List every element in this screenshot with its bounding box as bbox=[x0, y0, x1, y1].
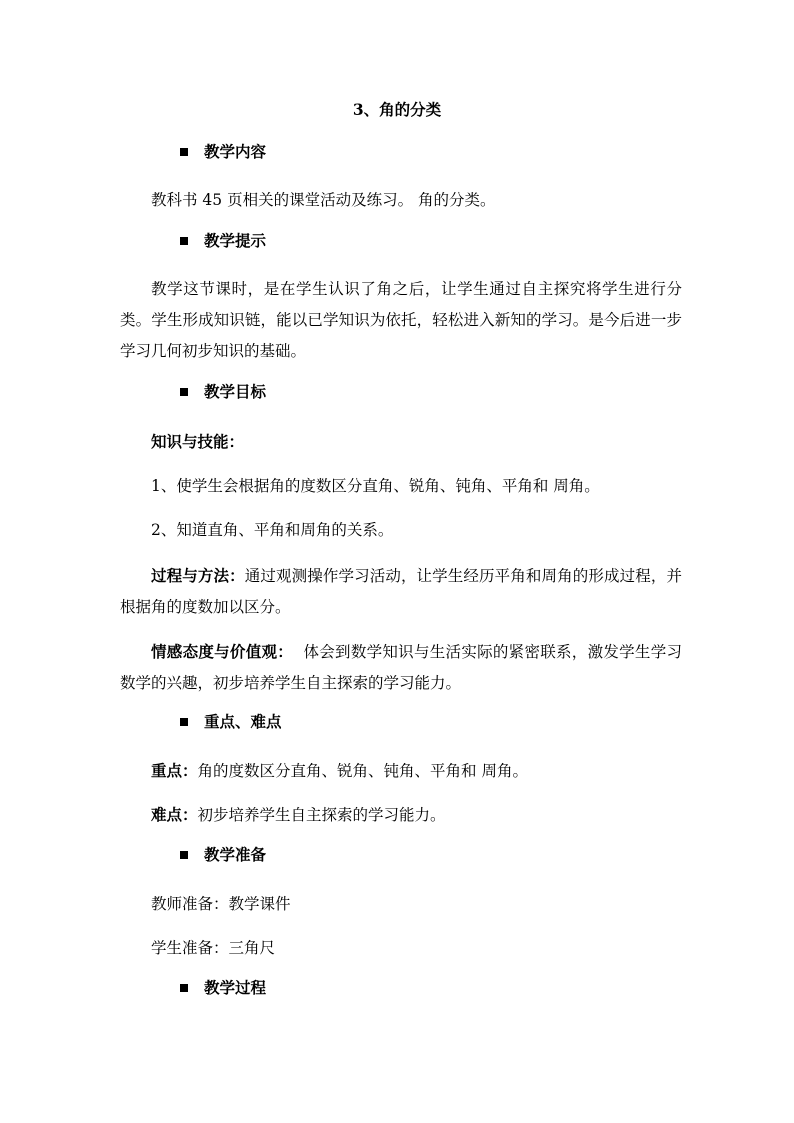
emotion-text: 体会到数学知识与生活实际的紧密联系，激发学生学习数学的兴趣，初步培养学生自主探索的学习能力。 bbox=[120, 643, 682, 692]
knowledge-label: 知识与技能： bbox=[151, 432, 245, 451]
section-heading-content bbox=[180, 140, 266, 164]
difficult-point-label: 难点： bbox=[151, 805, 198, 824]
difficult-point-line bbox=[151, 803, 446, 827]
section-heading-key-points bbox=[180, 710, 282, 734]
section-heading-label: 教学过程 bbox=[204, 978, 267, 997]
content-text: 教科书 45 页相关的课堂活动及练习。 角的分类。 bbox=[151, 191, 496, 209]
teacher-preparation: 教师准备：教学课件 bbox=[151, 895, 291, 913]
section-heading-label: 教学提示 bbox=[204, 231, 267, 250]
bullet-square-icon bbox=[180, 984, 188, 992]
bullet-square-icon bbox=[180, 237, 188, 245]
bullet-square-icon bbox=[180, 718, 188, 726]
difficult-point-text: 初步培养学生自主探索的学习能力。 bbox=[197, 806, 446, 824]
bullet-square-icon bbox=[180, 851, 188, 859]
bullet-square-icon bbox=[180, 148, 188, 156]
section-heading-preparation bbox=[180, 843, 266, 867]
emotion-paragraph bbox=[120, 636, 682, 699]
section-heading-label: 教学目标 bbox=[204, 382, 267, 401]
bullet-square-icon bbox=[180, 388, 188, 396]
goal-item-2: 2、知道直角、平角和周角的关系。 bbox=[151, 521, 394, 539]
section-heading-tips bbox=[180, 229, 266, 253]
process-method-text: 通过观测操作学习活动，让学生经历平角和周角的形成过程，并根据角的度数加以区分。 bbox=[120, 567, 682, 616]
key-point-text: 角的度数区分直角、锐角、钝角、平角和 周角。 bbox=[197, 762, 528, 780]
section-heading-label: 教学内容 bbox=[204, 142, 267, 161]
emotion-label: 情感态度与价值观： bbox=[151, 642, 294, 661]
document-title: 3、角的分类 bbox=[352, 100, 442, 119]
section-heading-goals bbox=[180, 380, 266, 404]
key-point-label: 重点： bbox=[151, 761, 198, 780]
process-method-paragraph bbox=[120, 560, 682, 623]
key-point-line bbox=[151, 759, 528, 783]
process-method-label: 过程与方法： bbox=[151, 566, 245, 585]
section-heading-label: 教学准备 bbox=[204, 845, 267, 864]
section-heading-process bbox=[180, 976, 266, 1000]
tips-paragraph: 教学这节课时，是在学生认识了角之后，让学生通过自主探究将学生进行分类。学生形成知识链，能以已学知识为依托，轻松进入新知的学习。是今后进一步学习几何初步知识的基础。 bbox=[120, 280, 682, 360]
goal-item-1: 1、使学生会根据角的度数区分直角、锐角、钝角、平角和 周角。 bbox=[151, 477, 600, 495]
student-preparation: 学生准备：三角尺 bbox=[151, 939, 276, 957]
section-heading-label: 重点、难点 bbox=[204, 712, 282, 731]
